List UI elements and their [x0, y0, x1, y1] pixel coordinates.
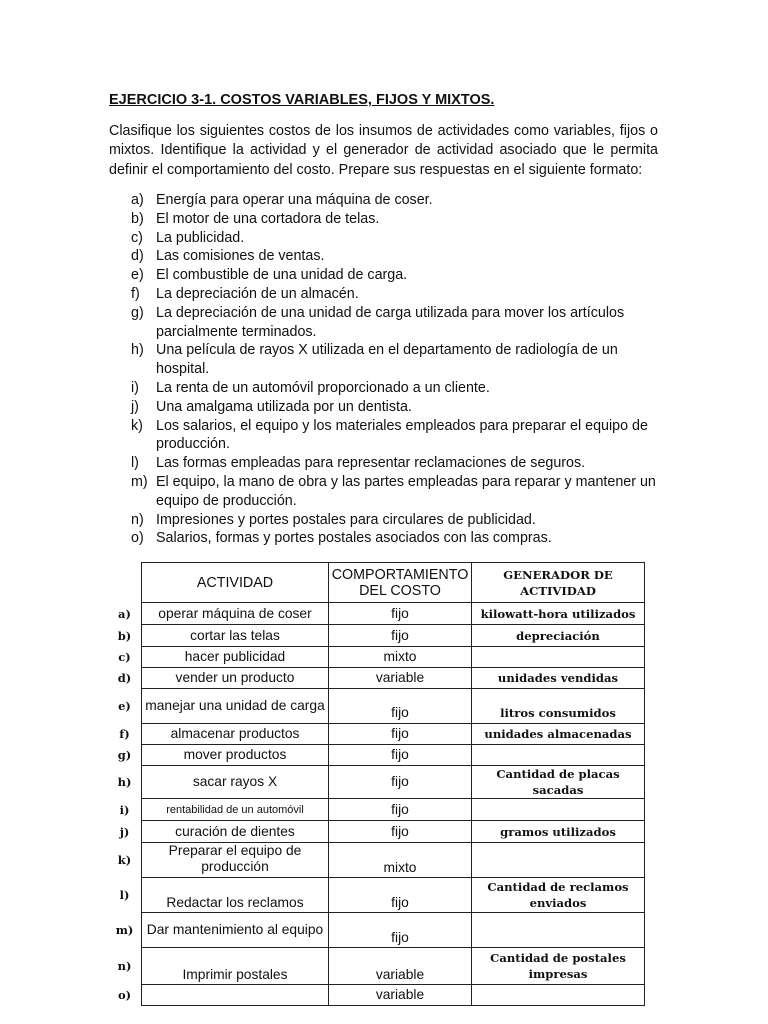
header-spacer — [108, 563, 142, 603]
table-row — [108, 625, 645, 647]
row-label: h) — [117, 775, 132, 789]
list-item — [109, 229, 669, 248]
cell-actividad: cortar las telas — [142, 625, 329, 647]
list-item — [109, 304, 669, 342]
cost-classification-table — [108, 562, 645, 1006]
item-letter: i) — [131, 379, 139, 396]
table-row — [108, 603, 645, 625]
cell-actividad: vender un producto — [142, 668, 329, 689]
item-letter: b) — [131, 210, 144, 227]
item-text: La publicidad. — [156, 229, 245, 246]
header-generador: GENERADOR DE ACTIVIDAD — [472, 563, 645, 603]
cell-comportamiento: fijo — [329, 821, 472, 843]
item-letter: m) — [131, 473, 148, 490]
cell-actividad: Dar mantenimiento al equipo — [142, 913, 329, 948]
table-row — [108, 647, 645, 668]
table-row — [108, 878, 645, 913]
exercise-title: EJERCICIO 3-1. COSTOS VARIABLES, FIJOS Y MIXTOS. — [109, 92, 495, 108]
item-letter: e) — [131, 267, 144, 284]
list-item — [109, 417, 669, 455]
cell-actividad: almacenar productos — [142, 724, 329, 745]
cell-comportamiento: fijo — [329, 913, 472, 948]
list-item — [109, 210, 669, 229]
item-text: Las formas empleadas para representar reclamaciones de seguros. — [156, 455, 586, 472]
table-row — [108, 799, 645, 821]
cell-generador: unidades vendidas — [472, 668, 645, 689]
item-text: La depreciación de una unidad de carga utilizada para mover los artículos parcialmente terminados. — [156, 304, 625, 340]
cell-generador: Cantidad de postales impresas — [472, 948, 645, 985]
cell-actividad: hacer publicidad — [142, 647, 329, 668]
row-label: l) — [119, 888, 130, 902]
row-label: o) — [117, 988, 132, 1002]
row-label: d) — [117, 671, 132, 685]
table-row — [108, 913, 645, 948]
item-text: La depreciación de un almacén. — [156, 285, 359, 302]
item-letter: d) — [131, 248, 144, 265]
cell-actividad: curación de dientes — [142, 821, 329, 843]
cell-comportamiento: mixto — [329, 843, 472, 878]
cell-generador: litros consumidos — [472, 689, 645, 724]
row-label: n) — [117, 959, 132, 973]
item-text: Salarios, formas y portes postales asociados con las compras. — [156, 530, 552, 547]
cell-actividad: operar máquina de coser — [142, 603, 329, 625]
cell-actividad — [142, 985, 329, 1006]
item-text: Una amalgama utilizada por un dentista. — [156, 398, 412, 415]
list-item — [109, 454, 669, 473]
item-letter: h) — [131, 342, 144, 359]
cell-comportamiento: fijo — [329, 878, 472, 913]
item-letter: a) — [131, 192, 144, 208]
item-text: Una película de rayos X utilizada en el departamento de radiología de un hospital. — [156, 342, 618, 378]
cost-items-list — [109, 191, 669, 548]
item-text: El equipo, la mano de obra y las partes empleadas para reparar y mantener un equipo de producción. — [156, 473, 656, 509]
cell-generador — [472, 985, 645, 1006]
cell-comportamiento: variable — [329, 948, 472, 985]
row-label: g) — [117, 748, 132, 762]
list-item — [109, 473, 669, 511]
cell-generador: Cantidad de placas sacadas — [472, 766, 645, 799]
cell-generador — [472, 745, 645, 766]
item-text: El combustible de una unidad de carga. — [156, 267, 408, 284]
cell-actividad: sacar rayos X — [142, 766, 329, 799]
table-row — [108, 766, 645, 799]
cell-actividad: manejar una unidad de carga — [142, 689, 329, 724]
row-label: i) — [119, 802, 130, 817]
list-item — [109, 247, 669, 266]
cell-comportamiento: variable — [329, 985, 472, 1006]
instructions-paragraph: Clasifique los siguientes costos de los insumos de actividades como variables, fijos o mixtos. Identifique la actividad y el generador de actividad asociado que le permita definir el comportamiento del costo. Prepare sus respuestas en el siguiente formato: — [109, 123, 658, 178]
cell-generador: depreciación — [472, 625, 645, 647]
cell-actividad: Redactar los reclamos — [142, 878, 329, 913]
list-item — [109, 191, 669, 210]
item-letter: j) — [131, 398, 139, 415]
cell-generador — [472, 913, 645, 948]
cell-generador — [472, 799, 645, 821]
header-comportamiento: COMPORTAMIENTO DEL COSTO — [329, 563, 472, 603]
table-row — [108, 724, 645, 745]
header-actividad: ACTIVIDAD — [142, 563, 329, 603]
list-item — [109, 285, 669, 304]
cell-generador — [472, 843, 645, 878]
item-letter: n) — [131, 511, 144, 528]
table-header-row — [108, 563, 645, 603]
item-letter: f) — [131, 285, 140, 302]
cell-comportamiento: fijo — [329, 745, 472, 766]
cell-generador: unidades almacenadas — [472, 724, 645, 745]
cell-comportamiento: fijo — [329, 625, 472, 647]
table-row — [108, 985, 645, 1006]
cell-generador: Cantidad de reclamos enviados — [472, 878, 645, 913]
row-label: b) — [117, 628, 132, 643]
item-text: Las comisiones de ventas. — [156, 248, 325, 265]
cell-comportamiento: fijo — [329, 799, 472, 821]
row-label: f) — [119, 727, 130, 741]
cell-generador: kilowatt-hora utilizados — [472, 603, 645, 625]
row-label: m) — [115, 923, 134, 937]
row-label: k) — [117, 853, 132, 867]
cell-actividad: Imprimir postales — [142, 948, 329, 985]
cell-generador: gramos utilizados — [472, 821, 645, 843]
cell-comportamiento: fijo — [329, 724, 472, 745]
cell-actividad: mover productos — [142, 745, 329, 766]
row-label: j) — [119, 824, 130, 839]
table-row — [108, 821, 645, 843]
list-item — [109, 266, 669, 285]
table-row — [108, 745, 645, 766]
item-text: Impresiones y portes postales para circulares de publicidad. — [156, 511, 536, 528]
row-label: e) — [118, 699, 131, 713]
item-letter: c) — [131, 229, 143, 246]
cell-comportamiento: fijo — [329, 603, 472, 625]
list-item — [109, 379, 669, 398]
row-label: a) — [118, 606, 131, 621]
item-text: La renta de un automóvil proporcionado a un cliente. — [156, 379, 490, 396]
list-item — [109, 398, 669, 417]
table-row — [108, 843, 645, 878]
cell-actividad: Preparar el equipo de producción — [142, 843, 329, 878]
cell-comportamiento: mixto — [329, 647, 472, 668]
item-letter: g) — [131, 304, 144, 321]
item-text: Los salarios, el equipo y los materiales empleados para preparar el equipo de producción. — [156, 417, 648, 453]
item-letter: o) — [131, 530, 144, 547]
item-letter: l) — [131, 455, 139, 472]
table-row — [108, 948, 645, 985]
cell-comportamiento: fijo — [329, 766, 472, 799]
table-row — [108, 668, 645, 689]
cell-actividad: rentabilidad de un automóvil — [142, 799, 329, 821]
table-row — [108, 689, 645, 724]
item-text: El motor de una cortadora de telas. — [156, 210, 380, 227]
row-label: c) — [118, 650, 131, 664]
list-item — [109, 341, 669, 379]
cell-comportamiento: variable — [329, 668, 472, 689]
cell-generador — [472, 647, 645, 668]
list-item — [109, 511, 669, 530]
item-text: Energía para operar una máquina de coser. — [156, 192, 433, 208]
item-letter: k) — [131, 417, 143, 434]
list-item — [109, 529, 669, 548]
cell-comportamiento: fijo — [329, 689, 472, 724]
